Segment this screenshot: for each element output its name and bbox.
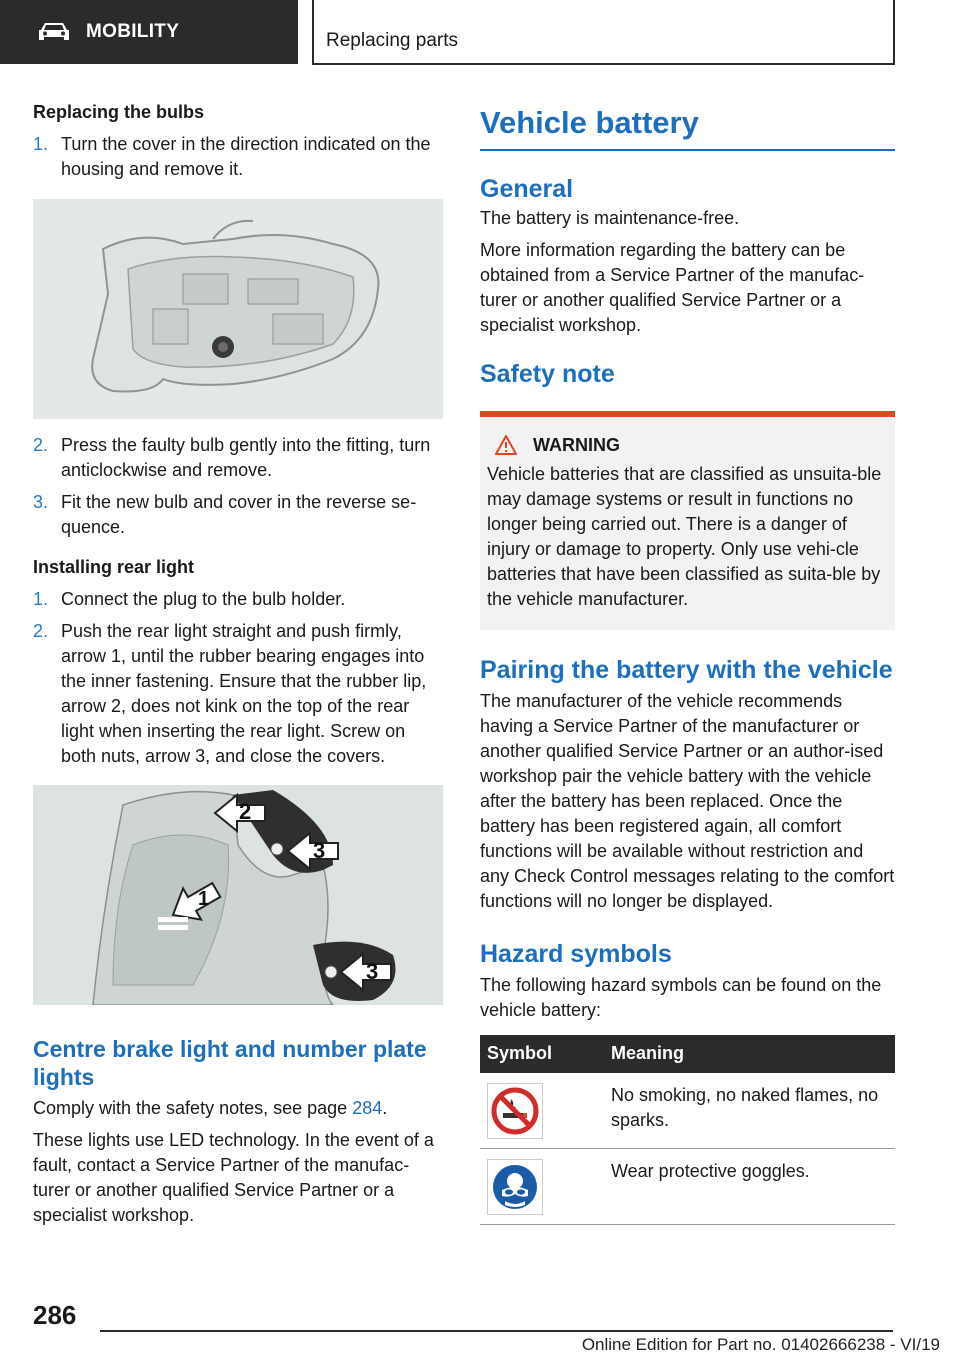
list-item: 1. Turn the cover in the direction indicated on the housing and remove it. — [33, 134, 431, 179]
pairing-paragraph: The manufacturer of the vehicle recommends having a Service Partner of the manufacturer or another qualified Service Partner or an author-ised workshop pair the vehicle battery with the vehicle after the battery has been replaced. Once the battery has been registered again, all comfort functions will be available without restriction and any Check Control messages relating to the comfort functions will no longer be displayed. — [480, 690, 895, 911]
hazard-table — [480, 1035, 895, 1226]
chapter-title: Replacing parts — [326, 30, 459, 51]
arrow-label: 3 — [366, 959, 379, 984]
centre-paragraph-2: These lights use LED technology. In the event of a fault, contact a Service Partner of the manufac-turer or another qualified Service Partner or a specialist workshop. — [33, 1130, 434, 1225]
centre-paragraph-1: Comply with the safety notes, see page 284. — [33, 1098, 388, 1118]
table-header-symbol: Symbol — [480, 1035, 604, 1073]
hazard-heading: Hazard symbols — [480, 939, 672, 968]
page-title: Vehicle battery — [480, 105, 699, 140]
general-heading: General — [480, 174, 574, 203]
safety-heading: Safety note — [480, 359, 615, 388]
footer-divider — [100, 1330, 893, 1332]
goggles-icon — [491, 1163, 539, 1211]
bulbs-heading: Replacing the bulbs — [33, 102, 205, 122]
warning-title: WARNING — [533, 434, 620, 455]
left-column — [33, 100, 443, 1228]
list-item: 2. Push the rear light straight and push firmly, arrow 1, until the rubber bearing engages into the inner fastening. Ensure that the rubber lip, arrow 2, does not kink on the top of the rear light when inserting the rear light. Screw on both nuts, arrow 3, and close the covers. — [33, 621, 427, 766]
list-item: 1. Connect the plug to the bulb holder. — [33, 589, 346, 609]
rear-light-figure — [33, 785, 443, 1005]
no-smoking-icon — [491, 1087, 539, 1135]
header-section-tab — [0, 0, 298, 64]
edition-text: Online Edition for Part no. 01402666238 - VI/19 — [581, 1335, 940, 1354]
table-cell-meaning: No smoking, no naked flames, no sparks. — [604, 1073, 895, 1149]
install-steps — [33, 587, 443, 769]
general-paragraph-2: More information regarding the battery can be obtained from a Service Partner of the manufac-turer or another qualified Service Partner or a specialist workshop. — [480, 239, 865, 335]
mirror-cover-figure — [33, 199, 443, 419]
page-number: 286 — [33, 1300, 77, 1330]
pairing-heading: Pairing the battery with the vehicle — [480, 655, 893, 684]
section-title: MOBILITY — [86, 21, 180, 42]
hazard-intro: The following hazard symbols can be found on the vehicle battery: — [480, 974, 882, 1020]
right-column — [480, 100, 895, 1225]
list-item: 2. Press the faulty bulb gently into the fitting, turn anticlockwise and remove. — [33, 435, 431, 480]
warning-box — [480, 411, 895, 630]
arrow-label: 1 — [198, 888, 210, 910]
warning-text: Vehicle batteries that are classified as unsuita-ble may damage systems or result in functions no longer being carried out. There is a danger of injury or damage to property. Only use vehi-cle batteries that have been classified as suita-ble by the vehicle manufacturer. — [487, 463, 882, 609]
warning-triangle-icon — [495, 435, 517, 455]
table-row — [480, 1149, 895, 1225]
table-cell-meaning: Wear protective goggles. — [604, 1149, 895, 1225]
centre-brake-heading: Centre brake light and number plate lights — [33, 1036, 427, 1090]
page-link[interactable]: 284 — [352, 1098, 383, 1118]
bulbs-steps-a — [33, 132, 443, 182]
car-icon — [36, 21, 72, 43]
list-item: 3. Fit the new bulb and cover in the reverse se-quence. — [33, 492, 417, 537]
header-chapter-box — [312, 0, 895, 65]
arrow-label: 3 — [313, 838, 326, 863]
title-divider — [480, 149, 895, 151]
general-paragraph-1: The battery is maintenance-free. — [480, 207, 740, 228]
arrow-label: 2 — [239, 799, 252, 824]
warning-title-row — [495, 435, 889, 456]
table-row — [480, 1073, 895, 1149]
table-header-meaning: Meaning — [604, 1035, 895, 1073]
bulbs-steps-b — [33, 433, 443, 540]
install-heading: Installing rear light — [33, 557, 195, 577]
